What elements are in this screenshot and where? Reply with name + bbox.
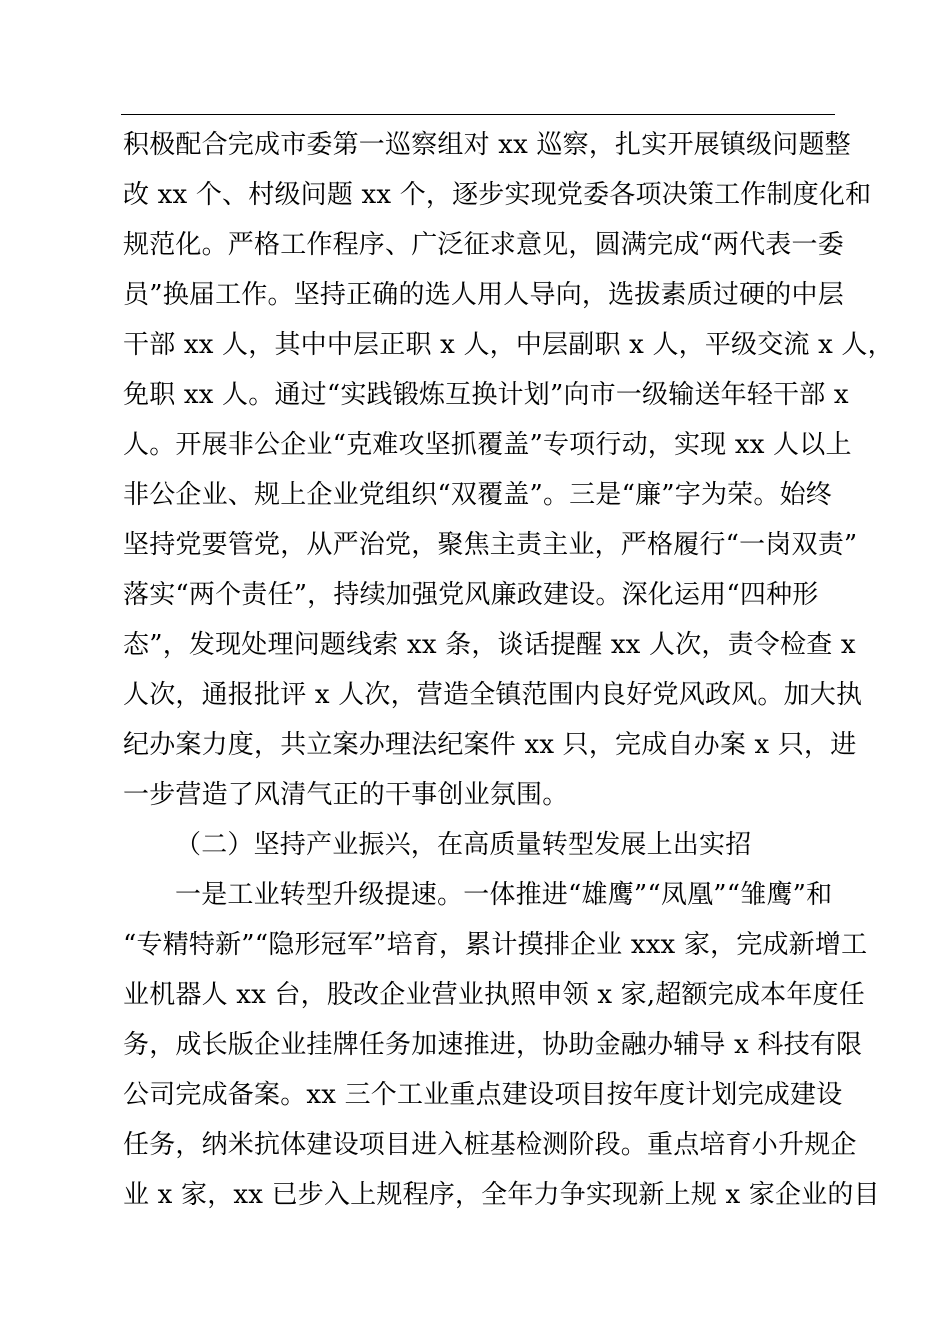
body-line: 业 x 家，xx 已步入上规程序，全年力争实现新上规 x 家企业的目	[123, 1180, 880, 1210]
section-heading: （二）坚持产业振兴，在高质量转型发展上出实招	[175, 830, 752, 860]
document-body	[123, 120, 894, 1220]
body-line: 落实“两个责任”，持续加强党风廉政建设。深化运用“四种形	[123, 580, 819, 610]
body-line: 人。开展非公企业“克难攻坚抓覆盖”专项行动，实现 xx 人以上	[123, 430, 852, 460]
body-line: 坚持党要管党，从严治党，聚焦主责主业，严格履行“一岗双责”	[123, 530, 858, 560]
paragraph-first-line: 一是工业转型升级提速。一体推进“雄鹰”“凤凰”“雏鹰”和	[175, 880, 833, 910]
body-line: 员”换届工作。坚持正确的选人用人导向，选拔素质过硬的中层	[123, 280, 844, 310]
body-line: 积极配合完成市委第一巡察组对 xx 巡察，扎实开展镇级问题整	[123, 130, 851, 160]
body-line: 改 xx 个、村级问题 xx 个，逐步实现党委各项决策工作制度化和	[123, 180, 872, 210]
body-line: 任务，纳米抗体建设项目进入桩基检测阶段。重点培育小升规企	[123, 1130, 857, 1160]
header-rule	[121, 114, 835, 115]
body-line: 干部 xx 人，其中中层正职 x 人，中层副职 x 人，平级交流 x 人，	[123, 330, 894, 360]
body-line: 一步营造了风清气正的干事创业氛围。	[123, 780, 569, 810]
body-line: 务，成长版企业挂牌任务加速推进，协助金融办辅导 x 科技有限	[123, 1030, 863, 1060]
body-line: 规范化。严格工作程序、广泛征求意见，圆满完成“两代表一委	[123, 230, 844, 260]
body-line: 纪办案力度，共立案办理法纪案件 xx 只，完成自办案 x 只，进	[123, 730, 857, 760]
body-line: 态”，发现处理问题线索 xx 条，谈话提醒 xx 人次，责令检查 x	[123, 630, 856, 660]
body-line: 非公企业、规上企业党组织“双覆盖”。三是“廉”字为荣。始终	[123, 480, 832, 510]
body-line: 业机器人 xx 台，股改企业营业执照申领 x 家,超额完成本年度任	[123, 980, 865, 1010]
body-line: 人次，通报批评 x 人次，营造全镇范围内良好党风政风。加大执	[123, 680, 863, 710]
body-line: 免职 xx 人。通过“实践锻炼互换计划”向市一级输送年轻干部 x	[123, 380, 849, 410]
body-line: “专精特新”“隐形冠军”培育，累计摸排企业 xxx 家，完成新增工	[123, 930, 868, 960]
body-line: 公司完成备案。xx 三个工业重点建设项目按年度计划完成建设	[123, 1080, 843, 1110]
